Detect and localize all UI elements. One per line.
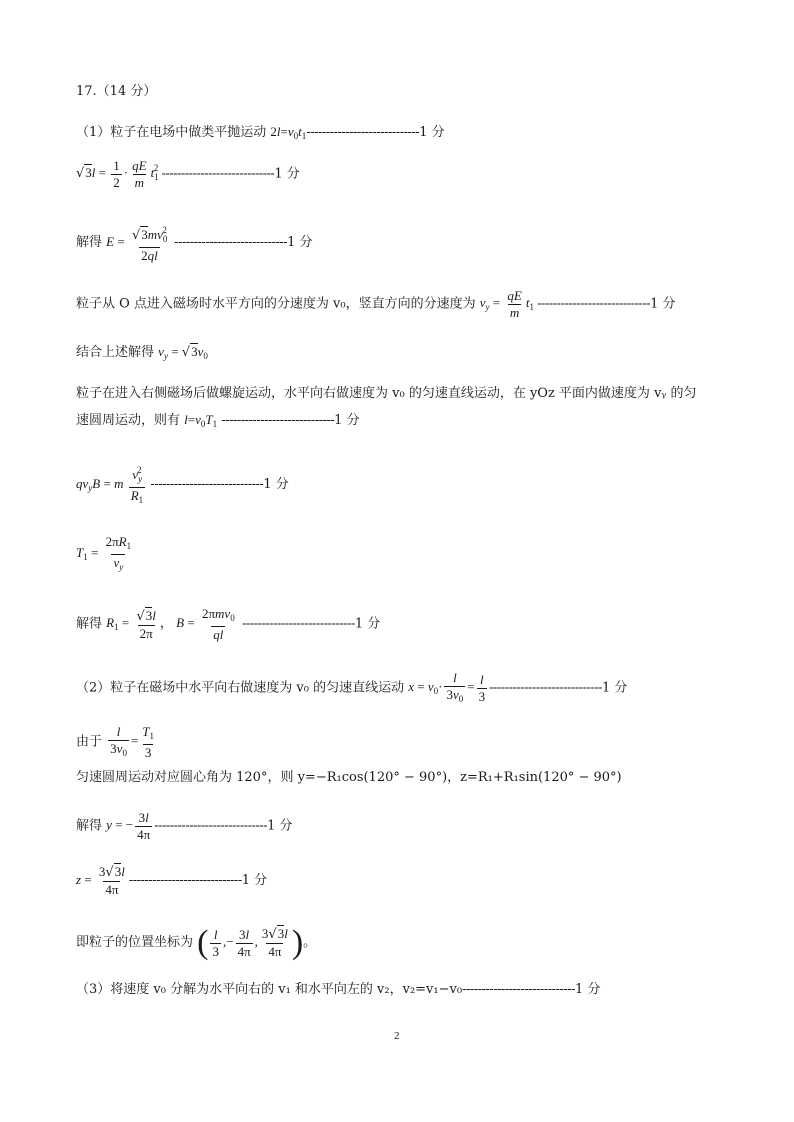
equation-period-l: $l=v_0T_1$ [184, 412, 218, 429]
combine-text: 结合上述解得 [76, 345, 155, 360]
score-label: 1 分 [267, 818, 293, 834]
dash-leader: ----------------------------- [128, 872, 242, 888]
position-period: 。 [303, 934, 317, 950]
dash-leader: ----------------------------- [174, 234, 288, 250]
equation-2l: $2l=v_0t_1$ [270, 124, 307, 141]
score-label: 1 分 [419, 125, 445, 140]
page-number: 2 [394, 1030, 400, 1042]
score-label: 1 分 [334, 413, 360, 428]
part2-intro-text: （2）粒子在磁场中水平向右做速度为 v₀ 的匀速直线运动 [76, 680, 405, 696]
equation-x: $x = v_0\cdot$ $\frac{l}{3v_0}$ = $\frac{l}{3}$ [408, 679, 489, 694]
score-label: 1 分 [274, 166, 300, 182]
equation-E-line [76, 222, 312, 264]
score-label: 1 分 [354, 616, 381, 632]
y-result-line [76, 810, 292, 843]
equation-T1: $T_1$ = $\frac{2\pi R_1}{v_y}$ [76, 545, 135, 560]
period-formula-line [76, 534, 135, 575]
dash-leader: ----------------------------- [154, 818, 268, 834]
part3-text: （3）将速度 v₀ 分解为水平向右的 v₁ 和水平向左的 v₂，v₂=v₁−v₀ [76, 982, 463, 997]
score-label: 1 分 [574, 982, 601, 997]
score-label: 1 分 [263, 476, 289, 492]
score-label: 1 分 [602, 680, 628, 696]
equation-lorentz: $qv_yB = m$ $\frac{v_y^2}{R_1}$ [76, 476, 150, 491]
equation-vy-result: $v_y = √3v_0$ [158, 344, 208, 361]
lorentz-force-line [76, 462, 289, 508]
dash-leader: ----------------------------- [221, 413, 335, 428]
dash-leader: ----------------------------- [462, 982, 575, 997]
solve-prefix: 解得 [76, 234, 103, 250]
spiral-line-1: 粒子在进入右侧磁场后做螺旋运动，水平向右做速度为 v₀ 的匀速直线运动，在 yOz 平面内做速度为 vᵧ 的匀 [76, 386, 697, 401]
equation-since: $\frac{l}{3v_0}$ = $\frac{T_1}{3}$ [110, 724, 155, 760]
dash-leader: ----------------------------- [306, 125, 420, 140]
equation-vy: $v_y$ = $\frac{qE}{m}$ $t_1$ [479, 288, 534, 320]
score-label: 1 分 [287, 234, 313, 250]
position-text: 即粒子的位置坐标为 [76, 934, 194, 950]
z-result-line [76, 864, 267, 898]
dash-leader: ----------------------------- [489, 680, 602, 696]
equation-E: E = $\frac{√3mv_0^2}{2ql}$ [106, 225, 168, 263]
angle-line: 匀速圆周运动对应圆心角为 120°，则 y=−R₁cos(120° − 90°)，z=R₁+R₁sin(120° − 90°) [76, 770, 622, 785]
spiral-text-2: 速圆周运动，则有 [76, 413, 181, 428]
part2-intro-line [76, 670, 627, 707]
dash-leader: ----------------------------- [161, 166, 275, 182]
since-line [76, 724, 158, 761]
radius-field-line [76, 606, 380, 643]
equation-z: z = $\frac{3√3l}{4\pi}$ [76, 864, 125, 897]
spiral-line-2 [76, 410, 360, 434]
equation-displacement: √3l = $\frac{1}{2}$ · $\frac{qE}{m}$ $t_1^2$ [76, 158, 159, 190]
enter-text: 粒子从 O 点进入磁场时水平方向的分速度为 v₀，竖直方向的分速度为 [76, 296, 476, 312]
combine-line [76, 342, 208, 366]
part1-intro-line [76, 122, 445, 146]
equation-y: y = − $\frac{3l}{4\pi}$ [106, 810, 151, 842]
equation-R1: $R_1$ = $\frac{√3l}{2\pi}$ ， [106, 607, 177, 641]
dash-leader: ----------------------------- [537, 296, 651, 312]
since-text: 由于 [76, 734, 103, 750]
problem-heading: 17.（14 分） [76, 84, 157, 99]
solve-prefix: 解得 [76, 818, 103, 834]
equation-displacement-line [76, 158, 300, 191]
velocity-components-line [76, 288, 676, 321]
dash-leader: ----------------------------- [241, 616, 355, 632]
position-line [76, 926, 316, 960]
score-label: 1 分 [241, 872, 268, 888]
part1-intro-text: （1）粒子在电场中做类平抛运动 [76, 125, 267, 140]
equation-B: B = $\frac{2\pi mv_0}{ql}$ [176, 606, 235, 642]
score-label: 1 分 [650, 296, 676, 312]
solve-prefix: 解得 [76, 616, 103, 632]
part3-line [76, 980, 600, 1000]
dash-leader: ----------------------------- [150, 476, 264, 492]
equation-position: ( $\frac{l}{3}$ ,− $\frac{3l}{4\pi}$ , $\frac{3√3l}{4\pi}$ ) [197, 924, 304, 961]
